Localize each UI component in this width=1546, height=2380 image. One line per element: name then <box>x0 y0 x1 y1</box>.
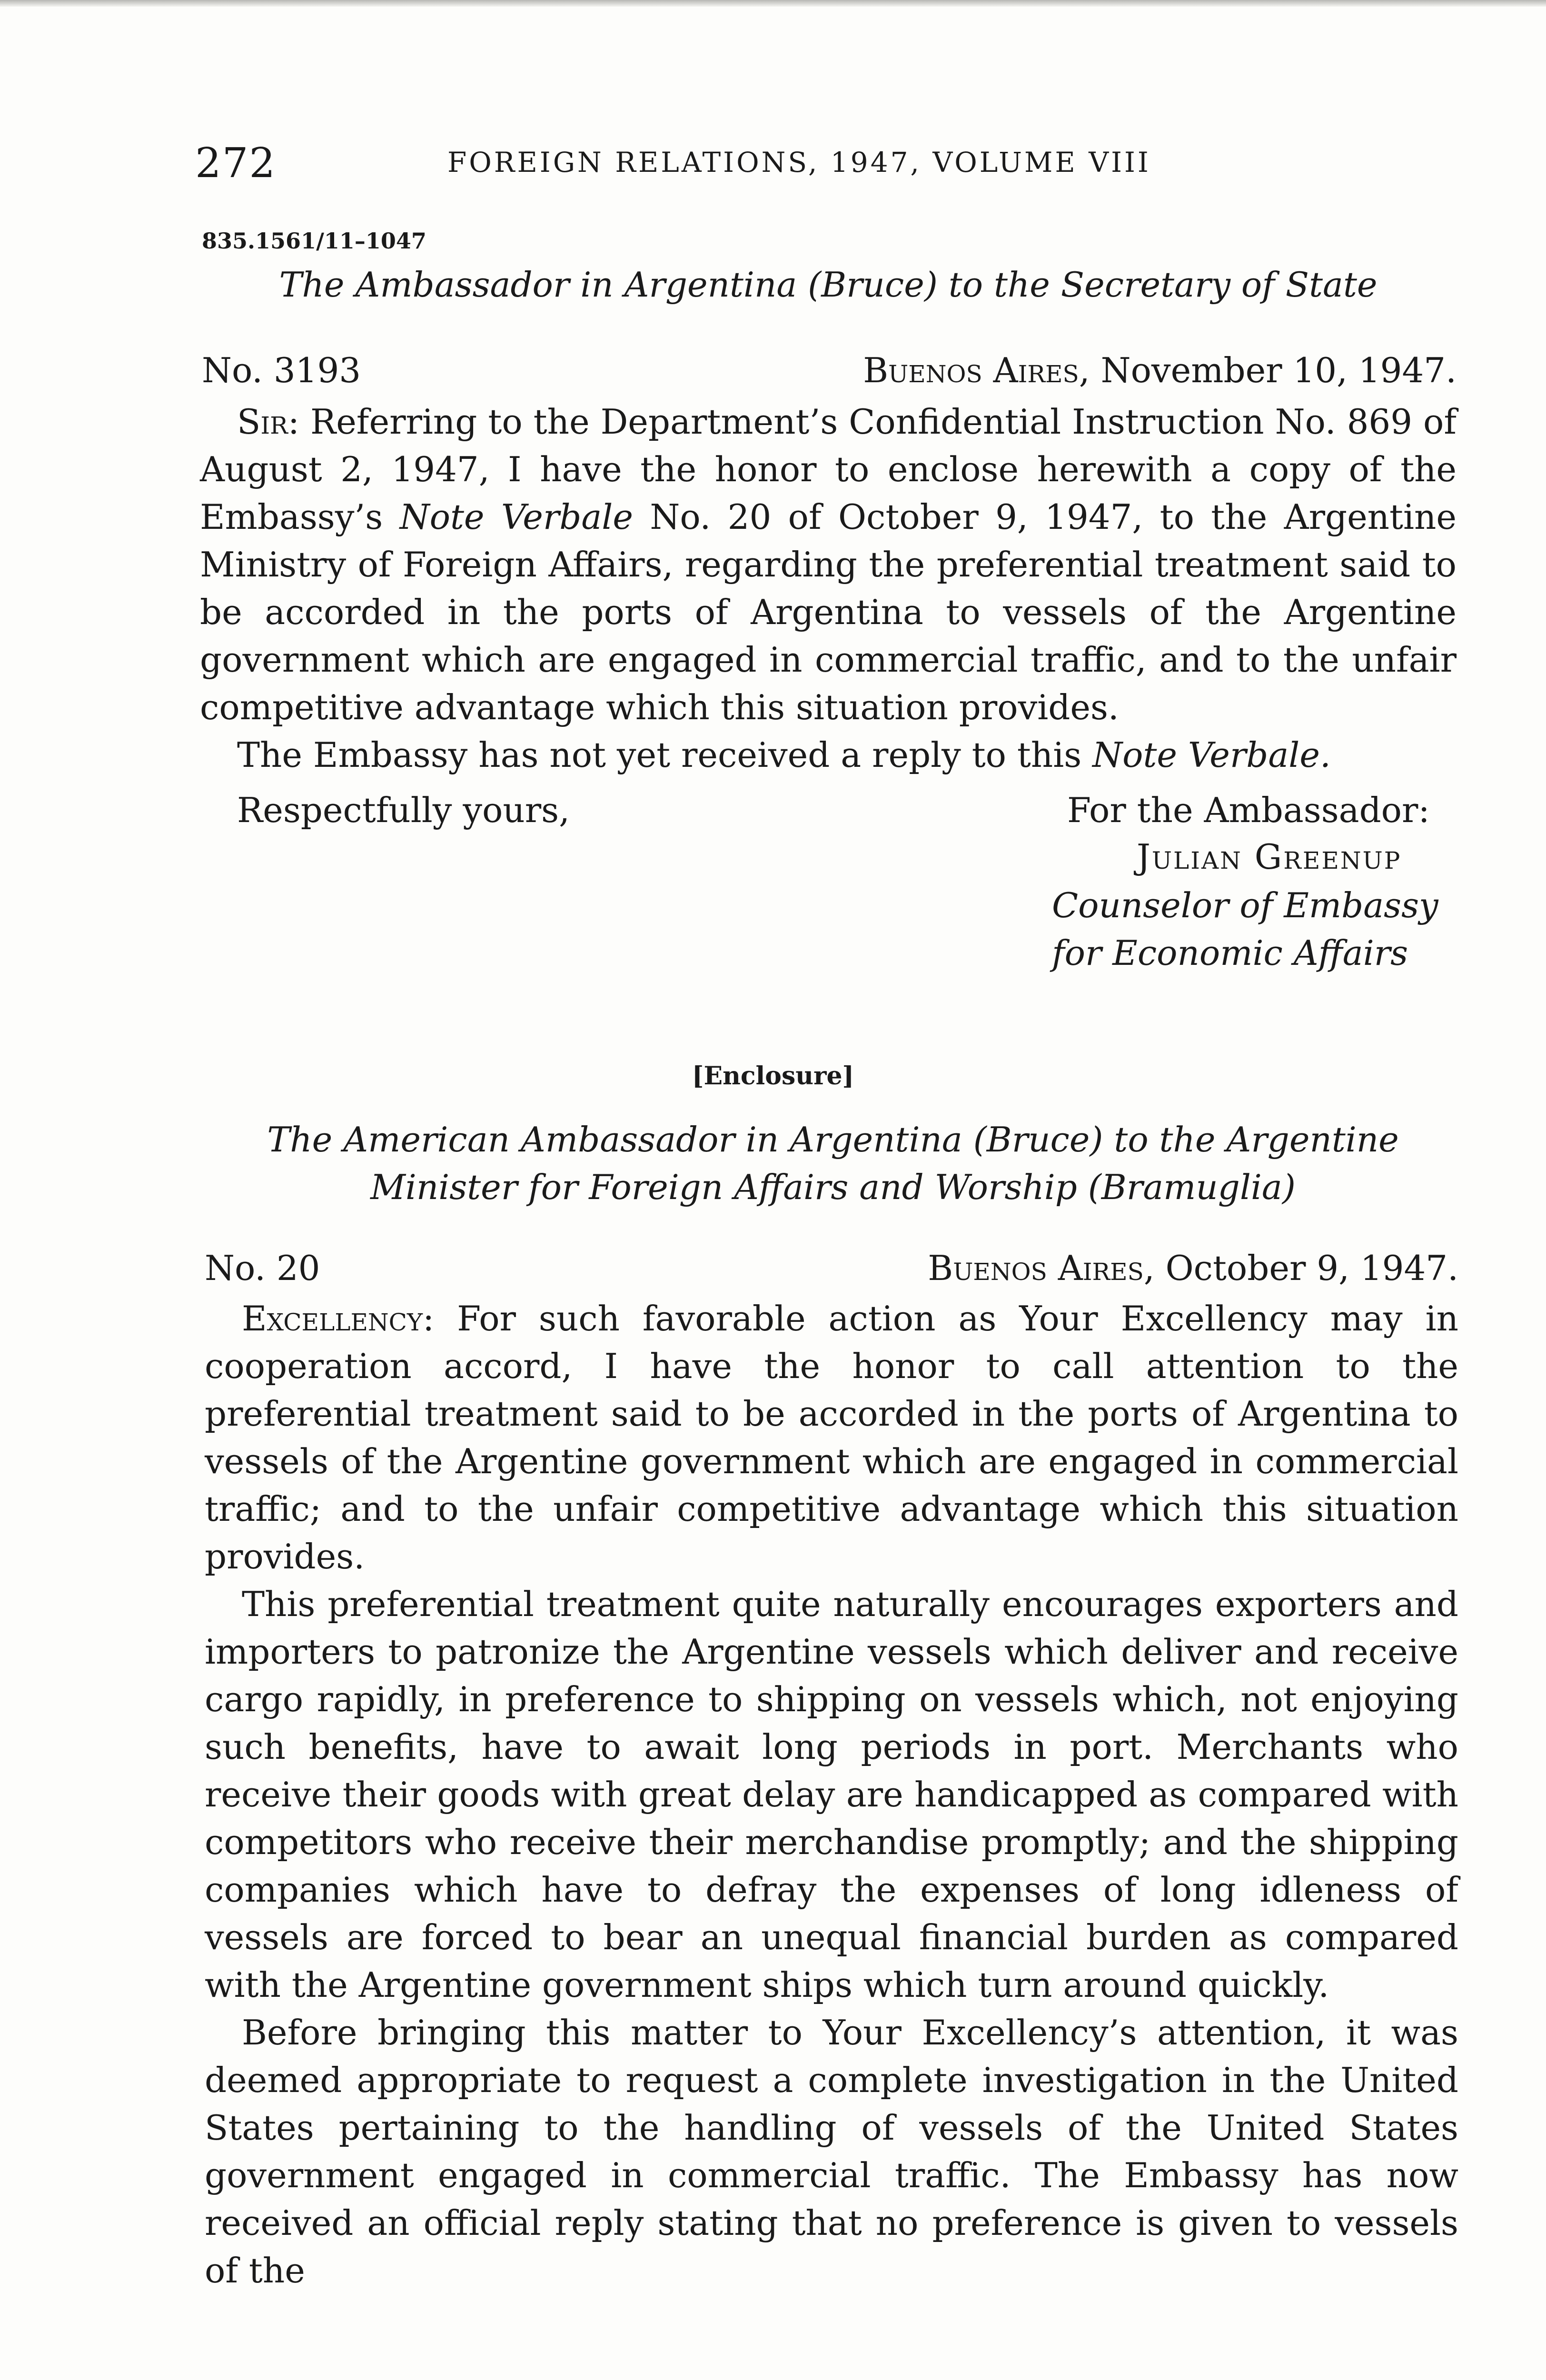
paragraph <box>205 1295 1458 1580</box>
paragraph-italic: Note Verbale. <box>1092 735 1331 775</box>
letter-body <box>200 398 1457 779</box>
paragraph-italic: Note Verbale <box>399 497 633 537</box>
document-number: No. 20 <box>205 1248 320 1288</box>
place-name: Buenos Aires <box>928 1248 1144 1288</box>
paragraph <box>205 2009 1458 2294</box>
paragraph-text: : For such favorable action as Your Excellency may in cooperation accord, I have the honor to call attention to the preferential treatment said to be accorded in the ports of Argentina to vessels of the Argentine government which are engaged in commercial traffic; and to the unfair competitive advantage which this situation provides. <box>205 1299 1458 1577</box>
date-text: , October 9, 1947. <box>1143 1248 1458 1288</box>
enclosure-body <box>205 1295 1458 2294</box>
scan-edge <box>0 0 1546 7</box>
paragraph-text: No. 20 of October 9, 1947, to the Argentine Ministry of Foreign Affairs, regarding the preferential treatment said to be accorded in the ports of Argentina to vessels of the Argentine government which are engaged in commercial traffic, and to the unfair competitive advantage which this situation provides. <box>200 497 1457 727</box>
running-head <box>195 137 1461 189</box>
closing: Respectfully yours, <box>237 790 570 830</box>
enclosure-title-line: Minister for Foreign Affairs and Worship (Bramuglia) <box>370 1167 1296 1207</box>
salutation: Excellency <box>242 1299 423 1339</box>
running-title: FOREIGN RELATIONS, 1947, VOLUME VIII <box>447 146 1151 178</box>
document-number: No. 3193 <box>202 350 361 390</box>
place-and-date <box>928 1244 1458 1292</box>
paragraph <box>200 731 1457 779</box>
date-text: , November 10, 1947. <box>1079 350 1457 390</box>
paragraph <box>200 398 1457 731</box>
place-name: Buenos Aires <box>863 350 1079 390</box>
place-and-date <box>863 347 1457 394</box>
enclosure-title-line: The American Ambassador in Argentina (Bruce) to the Argentine <box>267 1120 1399 1160</box>
paragraph-text: The Embassy has not yet received a reply to this <box>237 735 1093 775</box>
enclosure-label: [Enclosure] <box>692 1061 854 1091</box>
enclosure-dateline <box>205 1244 1458 1292</box>
paragraph-text: This preferential treatment quite naturally encourages exporters and importers to patronize the Argentine vessels which deliver and receive cargo rapidly, in preference to shipping on vessels which, not enjoying such benefits, have to await long periods in port. Merchants who receive their goods with great delay are handicapped as compared with competitors who receive their merchandise promptly; and the shipping companies which have to defray the expenses of long idleness of vessels are forced to bear an unequal financial burden as compared with the Argentine government ships which turn around quickly. <box>205 1584 1458 2005</box>
paragraph-text: : Referring to the Department’s Confidential Instruction No. 869 of August 2, 1947, I have the honor to enclose herewith a copy of the Embassy’s <box>200 402 1457 537</box>
for-line: For the Ambassador: <box>1067 790 1430 830</box>
paragraph <box>205 1580 1458 2009</box>
salutation: Sir <box>237 402 288 442</box>
signer-title: Counselor of Embassy <box>1052 885 1438 925</box>
document-title: The Ambassador in Argentina (Bruce) to the Secretary of State <box>279 265 1378 305</box>
dateline <box>202 347 1457 394</box>
page-number: 272 <box>195 139 277 187</box>
signer-name: Julian Greenup <box>1137 837 1402 877</box>
signer-title: for Economic Affairs <box>1052 933 1408 973</box>
paragraph-text: Before bringing this matter to Your Excellency’s attention, it was deemed appropriate to request a complete investigation in the United States pertaining to the handling of vessels of the United States government engaged in commercial traffic. The Embassy has now received an official reply stating that no preference is given to vessels of the <box>205 2013 1458 2291</box>
file-number: 835.1561/11–1047 <box>202 228 426 254</box>
